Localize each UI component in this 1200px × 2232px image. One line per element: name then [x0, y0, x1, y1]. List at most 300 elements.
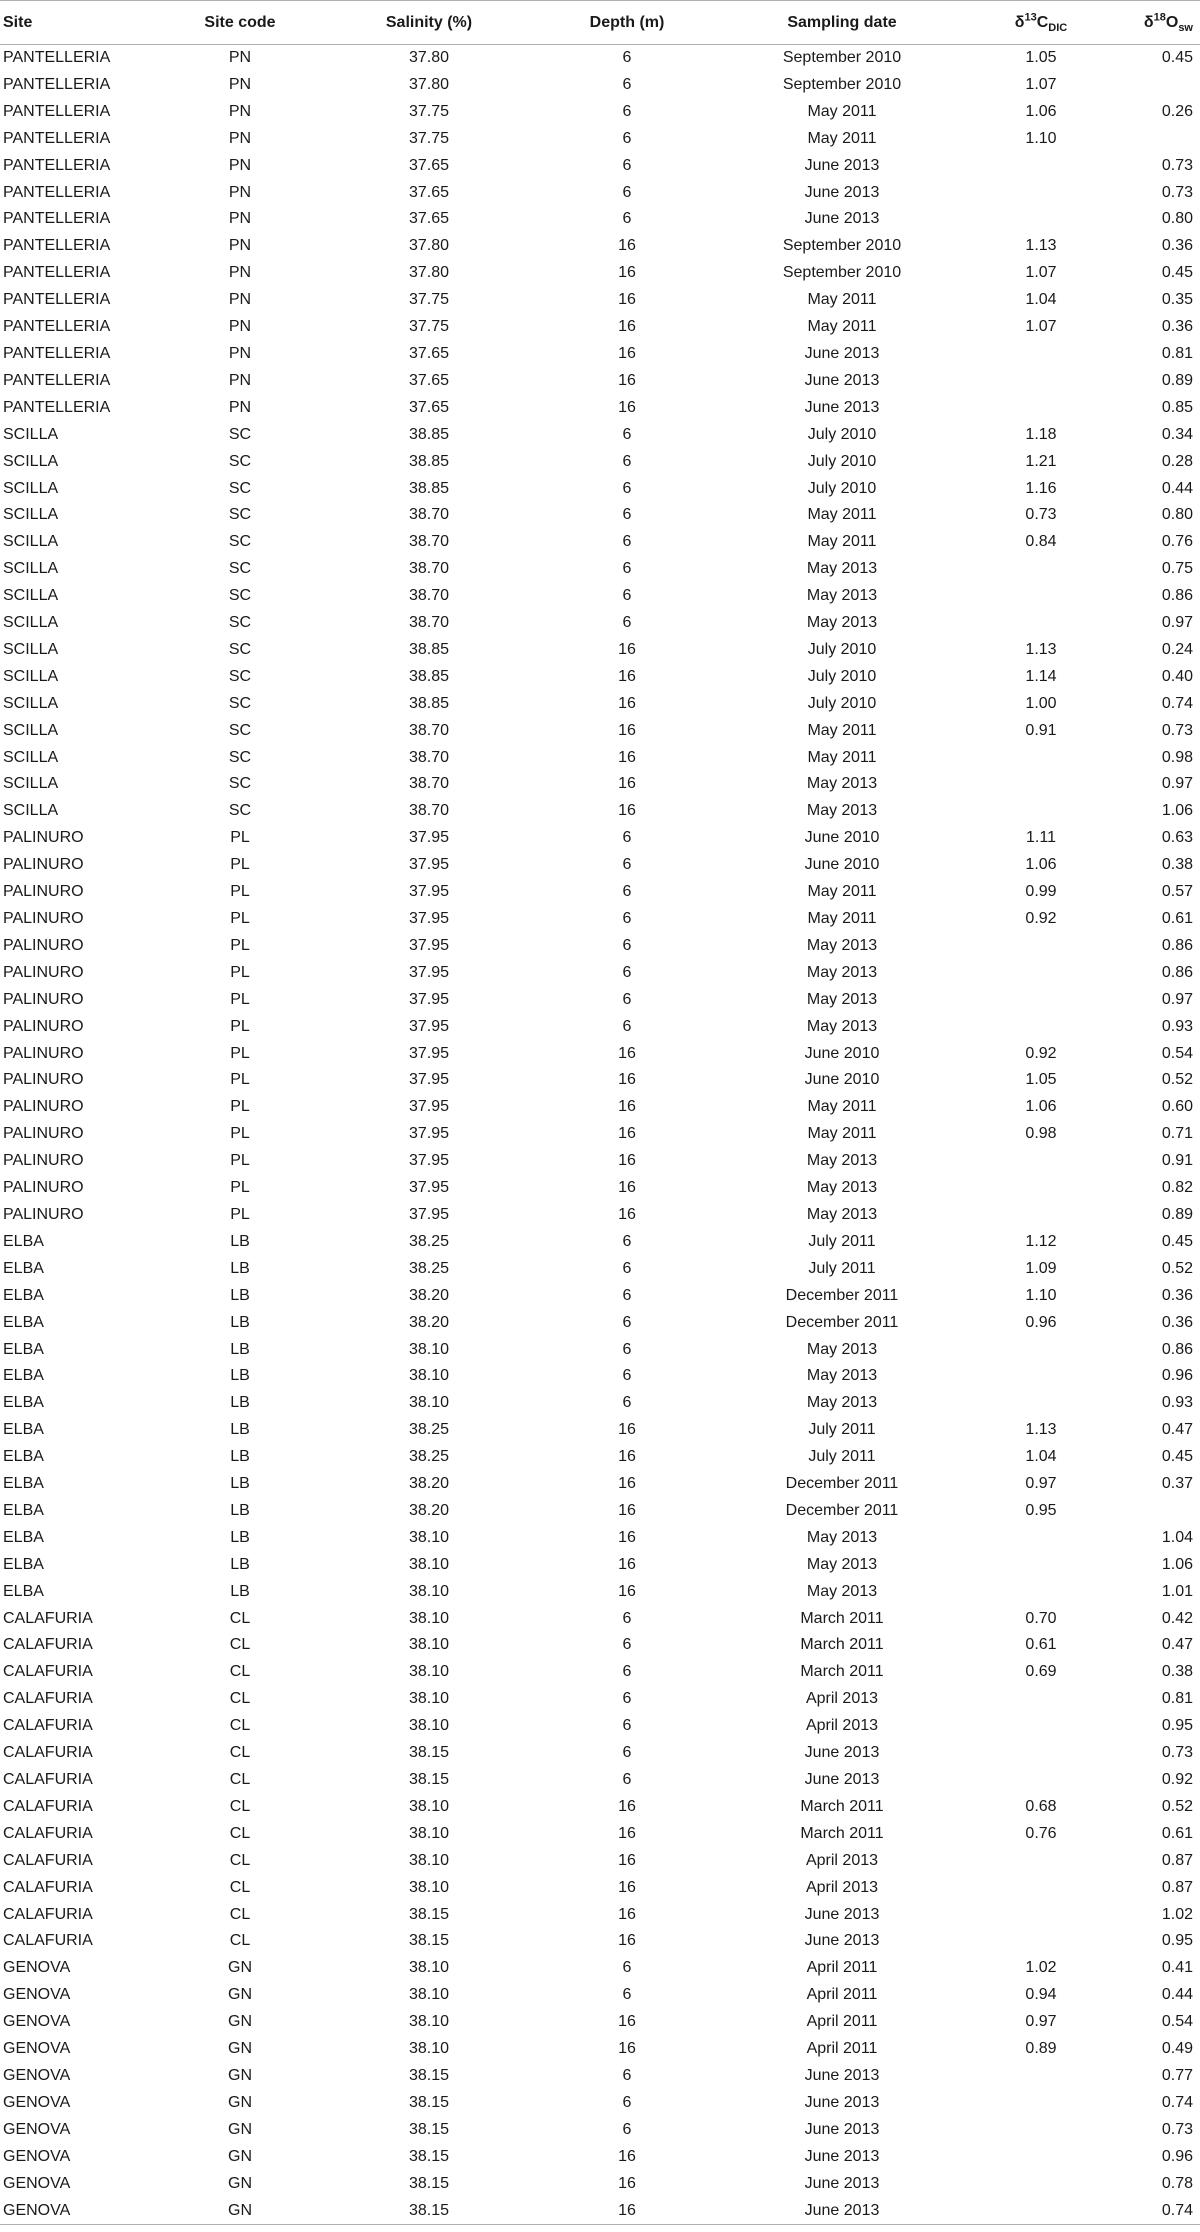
cell-site-code: GN — [228, 2040, 252, 2058]
cell-sampling-date: May 2011 — [807, 291, 877, 309]
cell-site-code: PN — [228, 344, 252, 362]
cell-sampling-date: May 2011 — [807, 883, 877, 901]
cell-d18o-sw: 0.73 — [1161, 156, 1193, 174]
cell-salinity: 38.10 — [408, 1340, 450, 1358]
cell-d13c-dic — [968, 1390, 1114, 1417]
cell-d18o-sw: 0.44 — [1161, 479, 1193, 497]
cell-site: PALINURO — [3, 1071, 84, 1089]
cell-depth: 16 — [618, 398, 636, 416]
cell-d18o-sw: 0.35 — [1161, 291, 1193, 309]
cell-d13c-dic — [968, 798, 1114, 825]
cell-site-code: PL — [230, 1071, 250, 1089]
cell-site: CALAFURIA — [3, 1797, 93, 1815]
cell-d13c-dic — [968, 1175, 1114, 1202]
cell-site-code: GN — [228, 1986, 252, 2004]
cell-d13c-dic — [968, 2198, 1114, 2225]
cell-salinity: 38.10 — [408, 1824, 450, 1842]
cell-site: PALINURO — [3, 910, 84, 927]
cell-sampling-date: June 2013 — [804, 398, 880, 416]
cell-salinity: 37.65 — [408, 210, 450, 228]
cell-d13c-dic: 1.07 — [1025, 75, 1057, 93]
cell-sampling-date: June 2010 — [804, 856, 880, 874]
cell-site: GENOVA — [3, 2120, 71, 2138]
cell-site: SCILLA — [3, 694, 59, 712]
cell-d13c-dic: 0.61 — [1025, 1636, 1057, 1654]
cell-salinity: 37.95 — [408, 1125, 450, 1143]
cell-site: ELBA — [3, 1582, 44, 1600]
cell-d13c-dic — [968, 395, 1114, 422]
cell-d13c-dic: 1.04 — [1025, 291, 1057, 309]
table-row — [0, 341, 1200, 368]
cell-site: PANTELLERIA — [3, 237, 111, 255]
cell-salinity: 37.75 — [408, 318, 450, 336]
cell-salinity: 37.95 — [408, 1152, 450, 1170]
cell-site: PALINURO — [3, 963, 84, 981]
cell-salinity: 38.10 — [408, 1690, 450, 1708]
table-row — [0, 745, 1200, 772]
cell-depth: 6 — [622, 1959, 632, 1977]
cell-site-code: LB — [230, 1313, 250, 1331]
cell-site: PANTELLERIA — [3, 156, 111, 174]
cell-d18o-sw: 0.92 — [1161, 1771, 1193, 1788]
cell-depth: 16 — [618, 1098, 636, 1116]
cell-depth: 6 — [622, 1340, 632, 1358]
cell-site-code: SC — [228, 614, 252, 632]
table-row — [0, 502, 1200, 529]
cell-sampling-date: May 2013 — [806, 963, 878, 981]
cell-site-code: CL — [229, 1771, 251, 1788]
cell-depth: 6 — [622, 1313, 632, 1331]
table-row — [0, 1256, 1200, 1283]
cell-site-code: LB — [230, 1421, 250, 1439]
cell-site-code: PN — [228, 102, 252, 120]
cell-site-code: PN — [228, 291, 252, 309]
cell-sampling-date: May 2013 — [806, 1179, 878, 1197]
cell-site: ELBA — [3, 1475, 44, 1493]
cell-depth: 6 — [622, 1744, 632, 1762]
cell-d18o-sw: 1.04 — [1161, 1528, 1193, 1546]
cell-site-code: PL — [230, 1179, 250, 1197]
cell-d18o-sw: 0.76 — [1161, 533, 1193, 551]
cell-d18o-sw: 0.47 — [1161, 1636, 1193, 1654]
cell-site-code: GN — [228, 2093, 252, 2111]
cell-depth: 6 — [622, 479, 632, 497]
cell-site: SCILLA — [3, 479, 59, 497]
cell-site-code: CL — [229, 1717, 251, 1735]
cell-d18o-sw: 0.87 — [1161, 1878, 1193, 1896]
cell-sampling-date: July 2010 — [807, 425, 877, 443]
cell-salinity: 38.10 — [408, 1528, 450, 1546]
cell-site: CALAFURIA — [3, 1663, 93, 1681]
cell-site: PALINURO — [3, 829, 84, 847]
cell-d18o-sw: 0.81 — [1161, 1690, 1193, 1708]
cell-site-code: LB — [230, 1475, 250, 1493]
cell-site-code: SC — [228, 425, 252, 443]
cell-depth: 6 — [622, 102, 632, 120]
cell-depth: 16 — [618, 1421, 636, 1439]
cell-site-code: PN — [228, 49, 252, 66]
table-row — [0, 1094, 1200, 1121]
cell-salinity: 37.95 — [408, 883, 450, 901]
cell-d13c-dic — [968, 206, 1114, 233]
cell-d13c-dic: 0.84 — [1025, 533, 1057, 551]
table-row — [0, 1740, 1200, 1767]
cell-depth: 16 — [618, 1797, 636, 1815]
cell-salinity: 38.70 — [408, 560, 450, 578]
cell-sampling-date: May 2013 — [806, 560, 878, 578]
cell-site-code: LB — [230, 1501, 250, 1519]
cell-sampling-date: July 2011 — [808, 1259, 876, 1277]
cell-d18o-sw: 0.73 — [1161, 183, 1193, 201]
cell-d18o-sw: 0.81 — [1161, 344, 1193, 362]
cell-site: SCILLA — [3, 667, 59, 685]
cell-depth: 6 — [622, 2066, 632, 2084]
cell-salinity: 37.80 — [408, 264, 450, 282]
cell-d13c-dic: 1.06 — [1025, 856, 1057, 874]
cell-sampling-date: May 2011 — [807, 102, 877, 120]
cell-site: PALINURO — [3, 1125, 84, 1143]
table-row — [0, 99, 1200, 126]
table-row — [0, 1955, 1200, 1982]
cell-salinity: 37.95 — [408, 1017, 450, 1035]
cell-d18o-sw: 0.86 — [1161, 936, 1193, 954]
cell-d18o-sw: 0.26 — [1161, 102, 1193, 120]
cell-salinity: 38.15 — [408, 2174, 450, 2192]
cell-salinity: 38.15 — [320, 2198, 538, 2225]
cell-depth: 6 — [622, 910, 632, 927]
cell-sampling-date: June 2013 — [804, 183, 880, 201]
cell-sampling-date: May 2013 — [806, 1340, 878, 1358]
cell-depth: 16 — [618, 237, 636, 255]
cell-sampling-date: May 2011 — [807, 318, 877, 336]
table-row — [0, 368, 1200, 395]
cell-site-code: CL — [229, 1932, 251, 1950]
cell-depth: 16 — [618, 775, 636, 793]
cell-depth: 16 — [618, 802, 636, 820]
cell-d18o-sw: 0.52 — [1161, 1071, 1193, 1089]
cell-sampling-date: July 2010 — [807, 694, 877, 712]
table-row — [0, 1202, 1200, 1229]
cell-sampling-date: June 2013 — [804, 2147, 880, 2165]
table-row — [0, 45, 1200, 72]
cell-site: ELBA — [3, 1448, 44, 1466]
cell-sampling-date: June 2013 — [716, 2198, 968, 2225]
cell-site: ELBA — [3, 1340, 44, 1358]
cell-site: PANTELLERIA — [3, 49, 111, 66]
cell-d13c-dic: 1.21 — [1025, 452, 1057, 470]
cell-site-code: PL — [230, 1205, 250, 1223]
table-row — [0, 556, 1200, 583]
cell-d18o-sw: 0.95 — [1161, 1932, 1193, 1950]
cell-d13c-dic — [968, 1363, 1114, 1390]
cell-depth: 6 — [622, 1636, 632, 1654]
cell-d18o-sw: 0.74 — [1161, 694, 1193, 712]
cell-d13c-dic — [968, 1337, 1114, 1364]
cell-sampling-date: March 2011 — [800, 1636, 884, 1654]
cell-sampling-date: December 2011 — [785, 1313, 899, 1331]
cell-d13c-dic — [968, 1713, 1114, 1740]
cell-site: ELBA — [3, 1528, 44, 1546]
cell-depth: 16 — [618, 1824, 636, 1842]
cell-depth: 6 — [622, 506, 632, 524]
cell-d13c-dic — [968, 2117, 1114, 2144]
cell-d13c-dic — [968, 1014, 1114, 1041]
cell-salinity: 38.10 — [408, 1394, 450, 1412]
cell-site: PANTELLERIA — [3, 371, 111, 389]
cell-d18o-sw: 0.89 — [1161, 1205, 1193, 1223]
cell-d18o-sw: 0.96 — [1161, 1367, 1193, 1385]
cell-depth: 6 — [622, 183, 632, 201]
table-row — [0, 1067, 1200, 1094]
cell-depth: 16 — [618, 1475, 636, 1493]
cell-salinity: 38.70 — [408, 748, 450, 766]
cell-sampling-date: March 2011 — [800, 1824, 884, 1842]
cell-site: GENOVA — [3, 2066, 71, 2084]
cell-salinity: 37.65 — [408, 344, 450, 362]
cell-site: PANTELLERIA — [3, 102, 111, 120]
cell-site-code: CL — [229, 1690, 251, 1708]
cell-d18o-sw: 0.86 — [1161, 587, 1193, 605]
cell-site-code: PL — [230, 1044, 250, 1062]
cell-depth: 6 — [622, 452, 632, 470]
cell-site: PANTELLERIA — [3, 129, 111, 147]
table-row — [0, 1310, 1200, 1337]
cell-d13c-dic: 1.04 — [1025, 1448, 1057, 1466]
cell-salinity: 38.15 — [408, 1932, 450, 1950]
cell-d18o-sw: 0.89 — [1161, 371, 1193, 389]
cell-depth: 6 — [622, 2093, 632, 2111]
cell-d13c-dic: 1.00 — [1025, 694, 1057, 712]
cell-depth: 16 — [618, 694, 636, 712]
cell-site: CALAFURIA — [3, 1824, 93, 1842]
cell-site-code: PN — [228, 75, 252, 93]
cell-d13c-dic: 1.11 — [1026, 829, 1056, 847]
cell-depth: 16 — [618, 1878, 636, 1896]
cell-d18o-sw: 0.37 — [1161, 1475, 1193, 1493]
cell-d18o-sw — [1114, 126, 1200, 153]
cell-d18o-sw: 0.93 — [1161, 1017, 1193, 1035]
cell-site: ELBA — [3, 1259, 44, 1277]
cell-sampling-date: May 2013 — [806, 936, 878, 954]
cell-d13c-dic — [968, 180, 1114, 207]
cell-site-code: GN — [160, 2198, 320, 2225]
header-site: Site — [0, 1, 160, 45]
cell-site: PALINURO — [3, 1152, 84, 1170]
table-row — [0, 1390, 1200, 1417]
cell-d18o-sw: 0.74 — [1114, 2198, 1200, 2225]
cell-d13c-dic: 1.14 — [1025, 667, 1057, 685]
cell-site: CALAFURIA — [3, 1636, 93, 1654]
cell-salinity: 38.85 — [408, 640, 450, 658]
cell-d18o-sw: 0.86 — [1161, 963, 1193, 981]
cell-site-code: PL — [230, 963, 250, 981]
table-row — [0, 2063, 1200, 2090]
table-row — [0, 2090, 1200, 2117]
table-row — [0, 1713, 1200, 1740]
cell-d13c-dic — [968, 2063, 1114, 2090]
cell-salinity: 38.10 — [408, 1878, 450, 1896]
cell-sampling-date: December 2011 — [785, 1475, 899, 1493]
cell-site: ELBA — [3, 1367, 44, 1385]
cell-sampling-date: June 2013 — [804, 371, 880, 389]
cell-sampling-date: July 2010 — [807, 479, 877, 497]
cell-site: GENOVA — [3, 2040, 71, 2058]
cell-site-code: PL — [230, 1017, 250, 1035]
cell-sampling-date: May 2013 — [806, 1152, 878, 1170]
cell-d13c-dic: 0.94 — [1025, 1986, 1057, 2004]
cell-site-code: SC — [228, 479, 252, 497]
cell-site-code: SC — [228, 748, 252, 766]
cell-salinity: 37.75 — [408, 129, 450, 147]
cell-salinity: 38.25 — [408, 1421, 450, 1439]
table-row — [0, 153, 1200, 180]
cell-site: SCILLA — [3, 425, 59, 443]
cell-depth: 6 — [622, 1367, 632, 1385]
cell-salinity: 38.10 — [408, 2040, 450, 2058]
cell-d13c-dic: 1.16 — [1025, 479, 1057, 497]
cell-sampling-date: May 2013 — [806, 1394, 878, 1412]
cell-d18o-sw: 0.97 — [1161, 990, 1193, 1008]
header-d18o-sw — [1114, 1, 1200, 45]
cell-sampling-date: March 2011 — [800, 1609, 884, 1627]
cell-d18o-sw: 0.45 — [1161, 264, 1193, 282]
cell-depth: 6 — [622, 963, 632, 981]
cell-d18o-sw: 0.77 — [1161, 2066, 1193, 2084]
cell-salinity: 37.95 — [408, 1044, 450, 1062]
cell-site: GENOVA — [3, 2174, 71, 2192]
cell-d18o-sw: 0.36 — [1161, 1313, 1193, 1331]
table-row — [0, 1525, 1200, 1552]
cell-site: ELBA — [3, 1421, 44, 1439]
cell-salinity: 38.85 — [408, 425, 450, 443]
cell-site: SCILLA — [3, 506, 59, 524]
table-row — [0, 825, 1200, 852]
cell-d13c-dic — [968, 1740, 1114, 1767]
cell-d18o-sw: 0.41 — [1161, 1959, 1193, 1977]
cell-salinity: 37.95 — [408, 829, 450, 847]
table-row — [0, 1579, 1200, 1606]
cell-salinity: 38.15 — [408, 2120, 450, 2138]
cell-d13c-dic: 0.89 — [1025, 2040, 1057, 2058]
cell-salinity: 37.65 — [408, 156, 450, 174]
table-row — [0, 798, 1200, 825]
header-d13c-sub: DIC — [1048, 21, 1068, 34]
cell-d13c-dic — [968, 1202, 1114, 1229]
cell-depth: 6 — [622, 210, 632, 228]
table-row — [0, 2144, 1200, 2171]
cell-salinity: 37.95 — [408, 1071, 450, 1089]
cell-depth: 6 — [622, 990, 632, 1008]
cell-depth: 6 — [622, 1690, 632, 1708]
cell-sampling-date: December 2011 — [785, 1286, 899, 1304]
cell-d18o-sw: 0.38 — [1161, 1663, 1193, 1681]
cell-site-code: PN — [228, 183, 252, 201]
cell-d18o-sw: 0.87 — [1161, 1851, 1193, 1869]
cell-d13c-dic: 0.70 — [1025, 1609, 1057, 1627]
cell-depth: 6 — [622, 614, 632, 632]
cell-sampling-date: July 2011 — [808, 1448, 876, 1466]
cell-salinity: 37.95 — [408, 1098, 450, 1116]
cell-site: PALINURO — [3, 990, 84, 1008]
cell-sampling-date: June 2013 — [804, 2093, 880, 2111]
cell-site-code: SC — [228, 640, 252, 658]
cell-d18o-sw: 0.86 — [1161, 1340, 1193, 1358]
cell-d18o-sw: 0.97 — [1161, 775, 1193, 793]
cell-d18o-sw: 0.40 — [1161, 667, 1193, 685]
cell-depth: 6 — [622, 936, 632, 954]
table-row — [0, 233, 1200, 260]
table-row — [0, 126, 1200, 153]
cell-site-code: PN — [228, 156, 252, 174]
cell-salinity: 38.25 — [408, 1448, 450, 1466]
table-row — [0, 1229, 1200, 1256]
cell-d13c-dic — [968, 556, 1114, 583]
header-sampling-date: Sampling date — [716, 1, 968, 45]
table-row — [0, 1982, 1200, 2009]
cell-sampling-date: April 2013 — [805, 1878, 879, 1896]
cell-depth: 6 — [622, 1017, 632, 1035]
cell-site: PALINURO — [3, 1205, 84, 1223]
cell-d13c-dic — [968, 583, 1114, 610]
cell-d13c-dic: 0.95 — [1025, 1501, 1057, 1519]
cell-salinity: 38.25 — [408, 1232, 450, 1250]
cell-sampling-date: June 2010 — [804, 1071, 880, 1089]
header-salinity: Salinity (%) — [320, 1, 538, 45]
cell-site: PALINURO — [3, 1044, 84, 1062]
cell-site: CALAFURIA — [3, 1932, 93, 1950]
cell-d13c-dic: 1.10 — [1025, 1286, 1057, 1304]
cell-sampling-date: June 2013 — [804, 2066, 880, 2084]
cell-salinity: 38.70 — [408, 533, 450, 551]
cell-depth: 6 — [622, 2120, 632, 2138]
cell-salinity: 38.85 — [408, 694, 450, 712]
cell-sampling-date: April 2011 — [806, 1959, 878, 1977]
cell-depth: 16 — [618, 1205, 636, 1223]
cell-d13c-dic: 0.97 — [1025, 2013, 1057, 2031]
cell-site-code: PL — [230, 829, 250, 847]
cell-d18o-sw: 0.49 — [1161, 2040, 1193, 2058]
cell-site: PALINURO — [3, 936, 84, 954]
cell-d18o-sw: 0.61 — [1161, 1824, 1193, 1842]
cell-salinity: 37.95 — [408, 1205, 450, 1223]
cell-d18o-sw: 0.73 — [1161, 2120, 1193, 2138]
table-row — [0, 72, 1200, 99]
cell-salinity: 37.75 — [408, 102, 450, 120]
cell-d18o-sw: 0.45 — [1161, 49, 1193, 66]
cell-sampling-date: May 2013 — [806, 1367, 878, 1385]
cell-site-code: LB — [230, 1555, 250, 1573]
cell-site-code: GN — [228, 1959, 252, 1977]
cell-d18o-sw: 0.54 — [1161, 1044, 1193, 1062]
cell-depth: 6 — [622, 1609, 632, 1627]
cell-d18o-sw: 0.61 — [1161, 910, 1193, 927]
cell-site-code: PL — [230, 990, 250, 1008]
cell-depth: 16 — [618, 344, 636, 362]
table-row — [0, 1659, 1200, 1686]
cell-salinity: 38.70 — [408, 802, 450, 820]
table-row — [0, 2198, 1200, 2225]
table-row — [0, 422, 1200, 449]
cell-d13c-dic: 1.07 — [1025, 264, 1057, 282]
cell-d18o-sw: 0.24 — [1161, 640, 1193, 658]
cell-site-code: CL — [229, 1851, 251, 1869]
cell-site: SCILLA — [3, 748, 59, 766]
cell-depth: 16 — [618, 640, 636, 658]
cell-d13c-dic: 1.18 — [1025, 425, 1057, 443]
cell-d13c-dic: 0.98 — [1025, 1125, 1057, 1143]
cell-sampling-date: April 2013 — [805, 1690, 879, 1708]
cell-site: GENOVA — [0, 2198, 160, 2225]
